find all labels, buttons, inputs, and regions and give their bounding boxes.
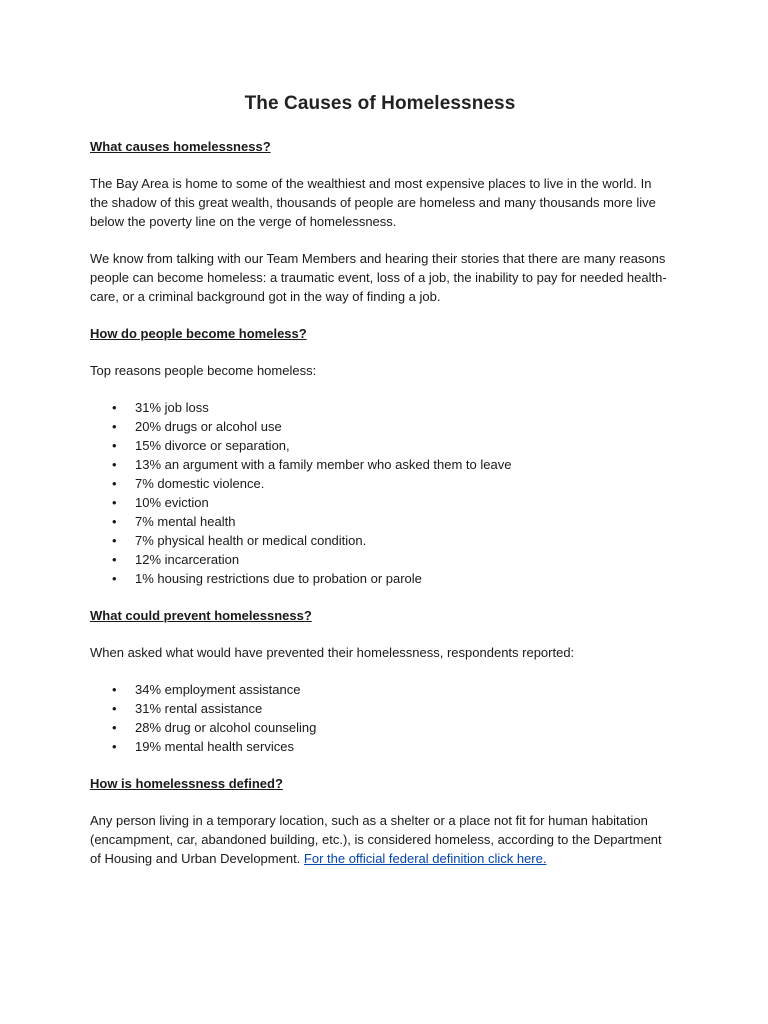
- bullet-icon: •: [112, 495, 117, 510]
- definition-text: Any person living in a temporary location, such as a shelter or a place not fit for human habitation (encampment, car, abandoned building, etc.), is considered homeless, according to the Department of Housing and Urban Development.: [90, 813, 662, 866]
- list-item: [90, 680, 670, 699]
- list-item-text: 34% employment assistance: [135, 682, 301, 697]
- list-item: [90, 699, 670, 718]
- list-item-text: 12% incarceration: [135, 552, 240, 567]
- bullet-icon: •: [112, 400, 117, 415]
- list-item: [90, 737, 670, 756]
- list-item-text: 15% divorce or separation,: [135, 438, 290, 453]
- list-item-text: 7% mental health: [135, 514, 236, 529]
- paragraph-bay-area: The Bay Area is home to some of the wealthiest and most expensive places to live in the world. In the shadow of this great wealth, thousands of people are homeless and many thousands more live below the poverty line on the verge of homelessness.: [90, 176, 656, 229]
- bullet-icon: •: [112, 533, 117, 548]
- list-item-text: 31% job loss: [135, 400, 209, 415]
- list-item: [90, 436, 670, 455]
- reasons-list: [90, 398, 670, 588]
- paragraph-team-members: We know from talking with our Team Members and hearing their stories that there are many reasons people can become homeless: a traumatic event, loss of a job, the inability to pay for needed health-care, or a criminal background got in the way of finding a job.: [90, 251, 667, 304]
- list-item: [90, 718, 670, 737]
- document-page: [90, 93, 670, 886]
- bullet-icon: •: [112, 438, 117, 453]
- bullet-icon: •: [112, 476, 117, 491]
- list-item: [90, 493, 670, 512]
- paragraph-definition: [90, 811, 670, 868]
- list-item: [90, 398, 670, 417]
- page-title: The Causes of Homelessness: [244, 93, 516, 114]
- list-item-text: 7% physical health or medical condition.: [135, 533, 367, 548]
- list-item: [90, 455, 670, 474]
- list-item-text: 1% housing restrictions due to probation or parole: [135, 571, 422, 586]
- bullet-icon: •: [112, 682, 117, 697]
- heading-how-defined: How is homelessness defined?: [90, 776, 283, 791]
- bullet-icon: •: [112, 739, 117, 754]
- paragraph-top-reasons: Top reasons people become homeless:: [90, 363, 317, 378]
- list-item-text: 28% drug or alcohol counseling: [135, 720, 317, 735]
- list-item-text: 10% eviction: [135, 495, 209, 510]
- federal-definition-link[interactable]: For the official federal definition click here.: [303, 851, 547, 866]
- paragraph-respondents: When asked what would have prevented their homelessness, respondents reported:: [90, 645, 575, 660]
- list-item: [90, 474, 670, 493]
- bullet-icon: •: [112, 552, 117, 567]
- list-item-text: 31% rental assistance: [135, 701, 263, 716]
- list-item: [90, 531, 670, 550]
- bullet-icon: •: [112, 701, 117, 716]
- list-item-text: 19% mental health services: [135, 739, 294, 754]
- bullet-icon: •: [112, 720, 117, 735]
- heading-what-prevent: What could prevent homelessness?: [90, 608, 312, 623]
- bullet-icon: •: [112, 419, 117, 434]
- list-item-text: 7% domestic violence.: [135, 476, 265, 491]
- heading-how-become: How do people become homeless?: [90, 326, 307, 341]
- list-item: [90, 512, 670, 531]
- bullet-icon: •: [112, 571, 117, 586]
- list-item: [90, 550, 670, 569]
- list-item-text: 20% drugs or alcohol use: [135, 419, 282, 434]
- list-item-text: 13% an argument with a family member who asked them to leave: [135, 457, 512, 472]
- heading-what-causes: What causes homelessness?: [90, 139, 271, 154]
- bullet-icon: •: [112, 514, 117, 529]
- list-item: [90, 569, 670, 588]
- bullet-icon: •: [112, 457, 117, 472]
- list-item: [90, 417, 670, 436]
- prevention-list: [90, 680, 670, 756]
